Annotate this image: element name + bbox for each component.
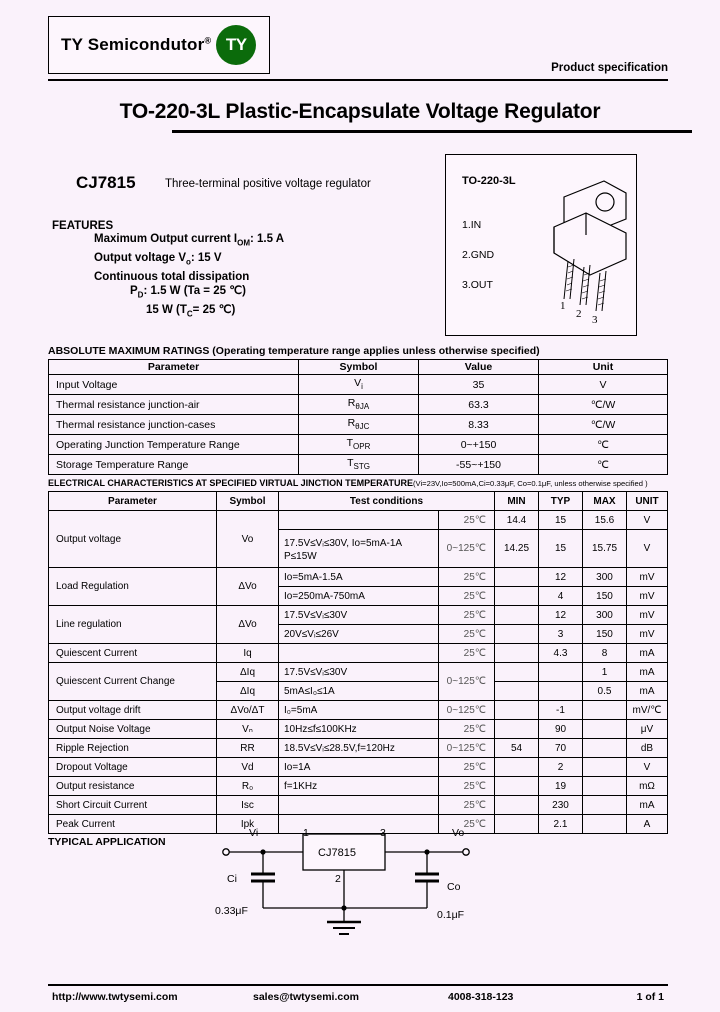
- cell-parameter: Line regulation: [49, 606, 217, 644]
- cell-parameter: Storage Temperature Range: [49, 455, 299, 475]
- cell-min: 14.25: [495, 530, 539, 568]
- cell-max: [583, 815, 627, 834]
- cell-unit: ℃: [539, 435, 668, 455]
- cell-parameter: Dropout Voltage: [49, 758, 217, 777]
- footer-divider: [48, 984, 668, 986]
- to220-package-drawing-icon: [534, 175, 632, 325]
- cell-symbol: R₀: [217, 777, 279, 796]
- cell-test-conditions: 10Hz≤f≤100KHz: [279, 720, 439, 739]
- cell-parameter: Load Regulation: [49, 568, 217, 606]
- cell-test-conditions: Io=5mA-1.5A: [279, 568, 439, 587]
- cell-typ: 3: [539, 625, 583, 644]
- circuit-device-label: CJ7815: [318, 847, 356, 859]
- features-list: [94, 232, 284, 322]
- cell-max: 1: [583, 663, 627, 682]
- elec-caption-bold: ELECTRICAL CHARACTERISTICS AT SPECIFIED VIRTUAL JINCTION TEMPERATURE: [48, 478, 414, 488]
- logo-text: [61, 35, 211, 55]
- cell-parameter: Output Noise Voltage: [49, 720, 217, 739]
- cell-typ: 12: [539, 568, 583, 587]
- cell-value: 35: [419, 375, 539, 395]
- cell-max: 15.75: [583, 530, 627, 568]
- cell-parameter: Output voltage: [49, 511, 217, 568]
- feature-item-pd-ta: $P_D$: 1.5 W (Ta = 25 ℃): [130, 285, 246, 300]
- cell-unit: mA: [627, 796, 668, 815]
- table-row: [49, 511, 668, 530]
- cell-min: 54: [495, 739, 539, 758]
- electrical-characteristics-table: [48, 491, 668, 834]
- cell-unit: V: [627, 530, 668, 568]
- cell-max: [583, 701, 627, 720]
- cell-parameter: Output resistance: [49, 777, 217, 796]
- cell-temperature: 25℃: [439, 815, 495, 834]
- cell-symbol: ΔVo: [217, 606, 279, 644]
- table-row: [49, 739, 668, 758]
- cell-typ: 2.1: [539, 815, 583, 834]
- table-row: [49, 435, 668, 455]
- typical-application-circuit: [215, 826, 505, 951]
- cell-symbol: Ipk: [217, 815, 279, 834]
- cell-unit: mA: [627, 663, 668, 682]
- cell-parameter: Thermal resistance junction-cases: [49, 415, 299, 435]
- cell-unit: mV: [627, 625, 668, 644]
- company-logo: [48, 16, 270, 74]
- cell-temperature: 25℃: [439, 796, 495, 815]
- cell-typ: 70: [539, 739, 583, 758]
- cell-parameter: Output voltage drift: [49, 701, 217, 720]
- cell-unit: mV: [627, 606, 668, 625]
- table-row: [49, 644, 668, 663]
- col-typ: TYP: [539, 492, 583, 511]
- col-min: MIN: [495, 492, 539, 511]
- table-row: [49, 375, 668, 395]
- col-parameter: Parameter: [49, 492, 217, 511]
- cell-unit: ℃/W: [539, 395, 668, 415]
- feature-item-pd-tc: 15 W ($T_C= 25$ ℃): [146, 304, 236, 319]
- cell-min: [495, 796, 539, 815]
- cell-temperature: 25℃: [439, 511, 495, 530]
- cell-symbol: ΔIq: [217, 682, 279, 701]
- part-description: Three-terminal positive voltage regulator: [165, 178, 371, 190]
- cell-test-conditions: [279, 644, 439, 663]
- col-unit: UNIT: [627, 492, 668, 511]
- cell-min: [495, 644, 539, 663]
- cell-unit: V: [627, 511, 668, 530]
- footer-email[interactable]: sales@twtysemi.com: [253, 991, 359, 1003]
- cell-symbol: Isc: [217, 796, 279, 815]
- package-pin-1-label: 1.IN: [462, 219, 482, 231]
- cell-unit: ℃: [539, 455, 668, 475]
- cell-min: [495, 625, 539, 644]
- cell-temperature: 0~125℃: [439, 739, 495, 758]
- feature-item-max-current: Maximum Output current $I_{OM}$: 1.5 A: [94, 233, 285, 248]
- logo-company-name: TY Semicondutor: [61, 35, 205, 54]
- cell-min: [495, 701, 539, 720]
- cell-temperature: 25℃: [439, 644, 495, 663]
- col-parameter: Parameter: [49, 360, 299, 375]
- feature-item-dissipation: Continuous total dissipation: [94, 270, 250, 283]
- cell-symbol: ΔIq: [217, 663, 279, 682]
- cell-test-conditions: 20V≤Vᵢ≤26V: [279, 625, 439, 644]
- cell-unit: mV: [627, 587, 668, 606]
- circuit-pin2-label: 2: [335, 873, 341, 885]
- cell-test-conditions: 5mA≤I₀≤1A: [279, 682, 439, 701]
- cell-max: 8: [583, 644, 627, 663]
- cell-typ: 230: [539, 796, 583, 815]
- cell-unit: mV/℃: [627, 701, 668, 720]
- cell-symbol: Vd: [217, 758, 279, 777]
- col-test-conditions: Test conditions: [279, 492, 495, 511]
- cell-min: [495, 568, 539, 587]
- cell-parameter: Input Voltage: [49, 375, 299, 395]
- circuit-ci-label: Ci: [227, 873, 237, 885]
- lead-number-3: 3: [592, 314, 598, 325]
- cell-typ: [539, 682, 583, 701]
- package-pin-3-label: 3.OUT: [462, 279, 493, 291]
- cell-parameter: Peak Current: [49, 815, 217, 834]
- cell-temperature: 25℃: [439, 568, 495, 587]
- col-max: MAX: [583, 492, 627, 511]
- cell-temperature: 25℃: [439, 625, 495, 644]
- package-pin-2-label: 2.GND: [462, 249, 495, 261]
- table-row: [49, 455, 668, 475]
- package-title: TO-220-3L: [462, 175, 516, 187]
- feature-item-output-voltage: Output voltage $V_o$: 15 V: [94, 251, 222, 267]
- cell-min: [495, 606, 539, 625]
- cell-symbol: Iq: [217, 644, 279, 663]
- col-unit: Unit: [539, 360, 668, 375]
- cell-typ: -1: [539, 701, 583, 720]
- title-underline: [172, 130, 692, 133]
- cell-test-conditions: 17.5V≤Vᵢ≤30V, Io=5mA-1A P≤15W: [279, 530, 439, 568]
- registered-trademark-icon: ®: [204, 35, 212, 46]
- cell-symbol: $V_i$: [299, 375, 419, 395]
- features-heading: FEATURES: [52, 220, 114, 232]
- cell-parameter: Operating Junction Temperature Range: [49, 435, 299, 455]
- table-row: [49, 395, 668, 415]
- cell-unit: mΩ: [627, 777, 668, 796]
- table-header-row: [49, 360, 668, 375]
- circuit-pin3-label: 3: [380, 827, 386, 839]
- cell-temperature: 25℃: [439, 758, 495, 777]
- logo-circle-icon: [216, 25, 256, 65]
- cell-min: [495, 758, 539, 777]
- cell-symbol: Vₙ: [217, 720, 279, 739]
- table-row: [49, 777, 668, 796]
- circuit-co-value: 0.1μF: [437, 909, 465, 921]
- cell-parameter: Quiescent Current Change: [49, 663, 217, 701]
- page-title: TO-220-3L Plastic-Encapsulate Voltage Regulator: [119, 100, 601, 123]
- cell-typ: 12: [539, 606, 583, 625]
- cell-max: 150: [583, 625, 627, 644]
- product-specification-label: Product specification: [551, 62, 668, 74]
- cell-symbol: ΔVo: [217, 568, 279, 606]
- table-row: [49, 720, 668, 739]
- cell-unit: mV: [627, 568, 668, 587]
- cell-max: 300: [583, 568, 627, 587]
- elec-caption-conditions: (Vi=23V,Io=500mA,Ci=0.33μF, Co=0.1μF, unless otherwise specified ): [413, 479, 648, 488]
- cell-parameter: Short Circuit Current: [49, 796, 217, 815]
- cell-unit: V: [539, 375, 668, 395]
- table-row: [49, 606, 668, 625]
- package-diagram: [445, 154, 637, 336]
- cell-unit: mA: [627, 644, 668, 663]
- abs-max-caption: ABSOLUTE MAXIMUM RATINGS (Operating temperature range applies unless otherwise specified): [48, 345, 540, 357]
- cell-symbol: ΔVo/ΔT: [217, 701, 279, 720]
- cell-max: [583, 796, 627, 815]
- cell-test-conditions: 18.5V≤Vᵢ≤28.5V,f=120Hz: [279, 739, 439, 758]
- cell-min: [495, 663, 539, 682]
- cell-test-conditions: [279, 796, 439, 815]
- electrical-characteristics-caption: [48, 478, 648, 488]
- cell-value: -55~+150: [419, 455, 539, 475]
- cell-min: 14.4: [495, 511, 539, 530]
- col-symbol: Symbol: [299, 360, 419, 375]
- table-row: [49, 758, 668, 777]
- cell-min: [495, 587, 539, 606]
- typical-application-caption: TYPICAL APPLICATION: [48, 836, 166, 848]
- logo-monogram: TY: [225, 35, 247, 54]
- col-value: Value: [419, 360, 539, 375]
- cell-temperature: 25℃: [439, 720, 495, 739]
- cell-unit: A: [627, 815, 668, 834]
- table-row: [49, 796, 668, 815]
- cell-max: 0.5: [583, 682, 627, 701]
- cell-temperature: 0~125℃: [439, 530, 495, 568]
- cell-min: [495, 777, 539, 796]
- footer-page-number: 1 of 1: [636, 991, 664, 1003]
- circuit-ci-value: 0.33μF: [215, 905, 248, 917]
- cell-typ: 4: [539, 587, 583, 606]
- cell-max: 15.6: [583, 511, 627, 530]
- cell-unit: mA: [627, 682, 668, 701]
- footer-phone: 4008-318-123: [448, 991, 514, 1003]
- cell-max: [583, 720, 627, 739]
- cell-max: [583, 758, 627, 777]
- table-row: [49, 568, 668, 587]
- cell-symbol: Vo: [217, 511, 279, 568]
- cell-test-conditions: [279, 511, 439, 530]
- cell-max: 150: [583, 587, 627, 606]
- cell-unit: ℃/W: [539, 415, 668, 435]
- cell-typ: 90: [539, 720, 583, 739]
- cell-temperature: 25℃: [439, 587, 495, 606]
- cell-min: [495, 682, 539, 701]
- cell-typ: 15: [539, 530, 583, 568]
- cell-parameter: Quiescent Current: [49, 644, 217, 663]
- cell-test-conditions: Io=250mA-750mA: [279, 587, 439, 606]
- cell-temperature: 25℃: [439, 777, 495, 796]
- table-row: [49, 701, 668, 720]
- part-number: CJ7815: [76, 173, 136, 192]
- cell-unit: μV: [627, 720, 668, 739]
- cell-max: 300: [583, 606, 627, 625]
- header-divider: [48, 79, 668, 81]
- cell-typ: 15: [539, 511, 583, 530]
- cell-typ: 19: [539, 777, 583, 796]
- cell-test-conditions: f=1KHz: [279, 777, 439, 796]
- cell-value: 0~+150: [419, 435, 539, 455]
- cell-test-conditions: Io=1A: [279, 758, 439, 777]
- cell-parameter: Ripple Rejection: [49, 739, 217, 758]
- cell-symbol: $T_{STG}$: [299, 455, 419, 475]
- cell-symbol: $R_{\theta JA}$: [299, 395, 419, 415]
- col-symbol: Symbol: [217, 492, 279, 511]
- lead-number-2: 2: [576, 308, 582, 320]
- table-row: [49, 415, 668, 435]
- table-header-row: [49, 492, 668, 511]
- circuit-pin1-label: 1: [303, 827, 309, 839]
- cell-typ: [539, 663, 583, 682]
- cell-typ: 4.3: [539, 644, 583, 663]
- absolute-maximum-ratings-table: [48, 359, 668, 475]
- cell-value: 63.3: [419, 395, 539, 415]
- circuit-vo-label: Vo: [452, 827, 465, 839]
- cell-max: [583, 739, 627, 758]
- cell-symbol: $T_{OPR}$: [299, 435, 419, 455]
- cell-temperature: 25℃: [439, 606, 495, 625]
- cell-test-conditions: 17.5V≤Vᵢ≤30V: [279, 606, 439, 625]
- cell-symbol: RR: [217, 739, 279, 758]
- cell-value: 8.33: [419, 415, 539, 435]
- cell-parameter: Thermal resistance junction-air: [49, 395, 299, 415]
- cell-temperature: 0~125℃: [439, 701, 495, 720]
- footer-website[interactable]: http://www.twtysemi.com: [52, 991, 178, 1003]
- circuit-vi-label: Vi: [249, 827, 259, 839]
- cell-temperature: 0~125℃: [439, 663, 495, 701]
- table-row: [49, 663, 668, 682]
- cell-min: [495, 720, 539, 739]
- cell-unit: V: [627, 758, 668, 777]
- cell-symbol: $R_{\theta JC}$: [299, 415, 419, 435]
- cell-test-conditions: I₀=5mA: [279, 701, 439, 720]
- cell-unit: dB: [627, 739, 668, 758]
- cell-test-conditions: 17.5V≤Vᵢ≤30V: [279, 663, 439, 682]
- circuit-co-label: Co: [447, 881, 461, 893]
- lead-number-1: 1: [560, 300, 566, 312]
- cell-typ: 2: [539, 758, 583, 777]
- cell-max: [583, 777, 627, 796]
